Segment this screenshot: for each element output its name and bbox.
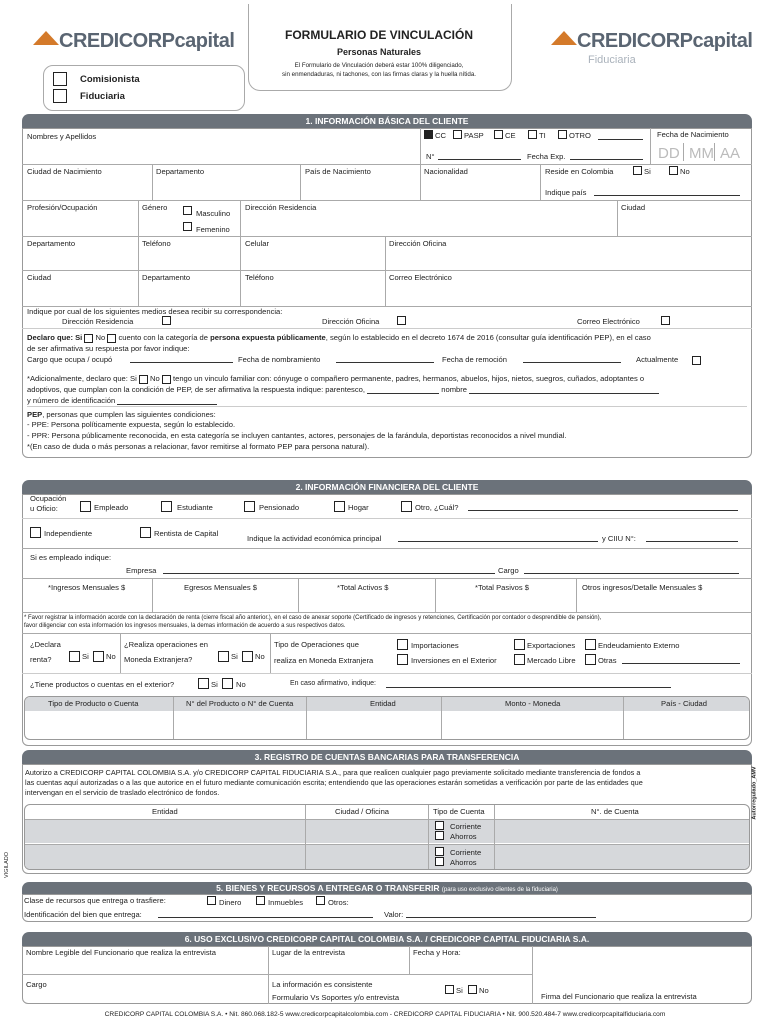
ciudad-res-label: Ciudad [621, 203, 646, 212]
adicional-line-3 [27, 396, 217, 405]
exportaciones-checkbox[interactable] [514, 639, 525, 650]
section-6-header: 6. USO EXCLUSIVO CREDICORP CAPITAL COLOMBIA S.A. / CREDICORP CAPITAL FIDUCIARIA S.A. [22, 932, 752, 946]
pep-def-2: - PPE: Persona políticamente expuesta, según lo establecido. [27, 420, 236, 429]
section-1-panel [22, 128, 752, 458]
corr-mail-checkbox[interactable] [661, 316, 670, 325]
num-field[interactable] [438, 151, 521, 160]
ciiu-field[interactable] [646, 533, 738, 542]
femenino-label: Femenino [196, 225, 230, 234]
corr-res-checkbox[interactable] [162, 316, 171, 325]
info-si-checkbox[interactable] [445, 985, 454, 994]
logo-right-light: capital [692, 30, 753, 52]
pais-nac-label: País de Nacimiento [305, 167, 371, 176]
col-monto: Monto - Moneda [505, 699, 561, 708]
info-consistente-2: Formulario Vs Soportes y/o entrevista [272, 993, 400, 1002]
identificacion-bien-field[interactable] [158, 909, 373, 918]
ahorros-2-label: Ahorros [450, 858, 477, 867]
nombre-pep-field[interactable] [469, 385, 659, 394]
adicional-parentesco-label: adoptivos, que cumplan con la condición de PEP, de ser afirmativa la respuesta indique: parentesco, [27, 385, 365, 394]
logo-triangle-icon [551, 31, 577, 45]
afirmativo-label: En caso afirmativo, indique: [290, 680, 376, 687]
inmuebles-label: Inmuebles [268, 898, 304, 907]
otro-checkbox[interactable] [401, 501, 412, 512]
parentesco-field[interactable] [367, 385, 439, 394]
pep-remocion-field[interactable] [523, 354, 621, 363]
pensionado-label: Pensionado [259, 503, 300, 512]
doc-otro-checkbox[interactable] [558, 130, 567, 139]
col-s3-numero: N°. de Cuenta [591, 807, 639, 816]
otras-op-checkbox[interactable] [585, 654, 596, 665]
corriente-2-checkbox[interactable] [435, 847, 444, 856]
pep-line-2: de ser afirmativa su respuesta por favor indique: [27, 344, 190, 353]
dir-ofi-label: Dirección Oficina [389, 239, 447, 248]
pep-cargo-field[interactable] [130, 354, 233, 363]
otro-field[interactable] [468, 502, 738, 511]
otros-bienes-label: Otros: [328, 898, 349, 907]
endeudamiento-label: Endeudamiento Externo [598, 641, 680, 650]
logo-left-bold: CREDICORP [59, 30, 175, 52]
declara-renta-label-2: renta? [30, 655, 52, 664]
identificacion-pep-field[interactable] [117, 396, 217, 405]
page-subtitle: Personas Naturales [336, 47, 422, 57]
cargo-empleado-label: Cargo [498, 566, 519, 575]
valor-field[interactable] [406, 909, 596, 918]
reside-no-checkbox[interactable] [669, 166, 678, 175]
actividad-field[interactable] [398, 533, 598, 542]
section-3-header: 3. REGISTRO DE CUENTAS BANCARIAS PARA TRANSFERENCIA [22, 750, 752, 764]
empleado-checkbox[interactable] [80, 501, 91, 512]
mm-field[interactable]: MM [689, 145, 714, 162]
renta-no-checkbox[interactable] [93, 651, 104, 662]
adicional-si-checkbox[interactable] [139, 375, 148, 384]
pep-text-2: , según lo establecido en el decreto 1674 de 2016 (consultar guía identificación PEP), en el caso [325, 333, 651, 342]
productos-ext-label: ¿Tiene productos o cuentas en el exterior? [30, 680, 175, 689]
header-note-2: sin enmendaduras, ni tachones, con las firmas claras y la huella nítida. [282, 71, 476, 78]
corr-ofi-checkbox[interactable] [397, 316, 406, 325]
dir-res-label: Dirección Residencia [245, 203, 317, 212]
independiente-label: Independiente [44, 529, 93, 538]
pep-remocion-label: Fecha de remoción [442, 355, 508, 364]
celular-label: Celular [245, 239, 270, 248]
dinero-label: Dinero [219, 898, 242, 907]
entity-box [43, 65, 245, 111]
depto-ofi-label: Departamento [142, 273, 191, 282]
tipo-op-label-2: realiza en Moneda Extranjera [274, 656, 374, 665]
header-note-1: El Formulario de Vinculación deberá estar 100% diligenciado, [294, 62, 464, 69]
side-label-right: Autorregulado_AMV [751, 766, 758, 820]
nombre-funcionario-label: Nombre Legible del Funcionario que realiza la entrevista [26, 948, 216, 957]
activos-label: *Total Activos $ [337, 583, 389, 592]
corriente-2-label: Corriente [450, 848, 482, 857]
pep-no-label: No [95, 333, 106, 342]
info-consistente-1: La información es consistente [272, 980, 373, 989]
renta-si-checkbox[interactable] [69, 651, 80, 662]
nombres-label: Nombres y Apellidos [27, 132, 97, 141]
egresos-label: Egresos Mensuales $ [184, 583, 258, 592]
moneda-no-checkbox[interactable] [242, 651, 253, 662]
masculino-label: Masculino [196, 209, 231, 218]
otros-bienes-checkbox[interactable] [316, 896, 325, 905]
productos-si-checkbox[interactable] [198, 678, 209, 689]
doc-pasp-label: PASP [464, 131, 484, 140]
s3-text-1: Autorizo a CREDICORP CAPITAL COLOMBIA S.A. y/o CREDICORP CAPITAL FIDUCIARIA S.A., para que realicen cualquier pago previamente solicitado mediante transferencia de fondos a [25, 768, 641, 777]
ocupacion-label-1: Ocupación [30, 494, 67, 503]
otras-op-label: Otras [598, 656, 617, 665]
afirmativo-field[interactable] [386, 679, 671, 688]
inversiones-checkbox[interactable] [397, 654, 408, 665]
correo-label: Correo Electrónico [389, 273, 452, 282]
info-no-checkbox[interactable] [468, 985, 477, 994]
empresa-field[interactable] [163, 565, 495, 574]
telefono-label: Teléfono [142, 239, 171, 248]
masculino-checkbox[interactable] [183, 206, 192, 215]
si-empleado-label: Si es empleado indique: [30, 553, 112, 562]
corr-mail-label: Correo Electrónico [577, 317, 640, 326]
reside-si-label: Si [644, 167, 651, 176]
adicional-line-1 [27, 374, 644, 384]
corriente-1-checkbox[interactable] [435, 821, 444, 830]
genero-label: Género [142, 203, 168, 212]
fecha-nac-label: Fecha de Nacimiento [657, 130, 729, 139]
ingresos-label: *Ingresos Mensuales $ [48, 583, 126, 592]
section-5-note: (para uso exclusivo clientes de la fiduciaria) [441, 887, 558, 893]
pep-nombramiento-label: Fecha de nombramiento [238, 355, 321, 364]
comisionista-label: Comisionista [80, 74, 140, 85]
logo-left [33, 30, 234, 53]
productos-no-checkbox[interactable] [222, 678, 233, 689]
adicional-line-2 [27, 385, 659, 394]
moneda-ext-label-2: Moneda Extranjera? [124, 655, 193, 664]
col-pais: País - Ciudad [661, 699, 708, 708]
fecha-exp-field[interactable] [570, 151, 643, 160]
moneda-ext-label-1: ¿Realiza operaciones en [124, 640, 209, 649]
ahorros-2-checkbox[interactable] [435, 857, 444, 866]
pep-nombramiento-field[interactable] [336, 354, 434, 363]
logo-right-sub: Fiduciaria [588, 54, 636, 66]
independiente-checkbox[interactable] [30, 527, 41, 538]
moneda-no-label: No [255, 652, 265, 661]
doc-ti-checkbox[interactable] [528, 130, 537, 139]
pep-actualmente-label: Actualmente [636, 355, 679, 364]
nota-financiera-1: * Favor registrar la información acorde con la declaración de renta (cierre fiscal año anterior.), en el caso de anexar soporte (Certificado de ingresos y retenciones, Certificación por contador o desprendible de pensión), [24, 615, 602, 621]
doc-pasp-checkbox[interactable] [453, 130, 462, 139]
corr-res-label: Dirección Residencia [62, 317, 134, 326]
otras-op-field[interactable] [622, 655, 740, 664]
pep-declaro-label: Declaro que: Si [27, 333, 83, 342]
pensionado-checkbox[interactable] [244, 501, 255, 512]
pep-no-checkbox[interactable] [107, 334, 116, 343]
comisionista-checkbox[interactable] [53, 72, 67, 86]
productos-si-label: Si [211, 680, 218, 689]
doc-ce-label: CE [505, 131, 516, 140]
importaciones-label: Importaciones [411, 641, 459, 650]
doc-ti-label: TI [539, 131, 546, 140]
col-s3-tipo: Tipo de Cuenta [433, 807, 485, 816]
rentista-checkbox[interactable] [140, 527, 151, 538]
ciudad-ofi-label: Ciudad [27, 273, 52, 282]
reside-si-checkbox[interactable] [633, 166, 642, 175]
fecha-hora-label: Fecha y Hora: [413, 948, 461, 957]
doc-cc-checkbox[interactable] [424, 130, 433, 139]
adicional-identificacion-label: y número de identificación [27, 396, 116, 405]
logo-left-light: capital [174, 30, 235, 52]
ciiu-label: y CIIU N°: [602, 534, 636, 543]
cuentas-row-1-bg [25, 819, 749, 843]
ocupacion-label-2: u Oficio: [30, 504, 58, 513]
inmuebles-checkbox[interactable] [256, 896, 265, 905]
nota-financiera-2: favor diligenciar con esta información los ingresos mensuales, la demas información de acuerdo a sus respectivos datos. [24, 623, 346, 629]
hogar-checkbox[interactable] [334, 501, 345, 512]
estudiante-checkbox[interactable] [161, 501, 172, 512]
pep-def-text: , personas que cumplen las siguientes condiciones: [42, 410, 216, 419]
importaciones-checkbox[interactable] [397, 639, 408, 650]
adicional-nombre-label: nombre [441, 385, 467, 394]
col-tipo-producto: Tipo de Producto o Cuenta [48, 699, 139, 708]
col-s3-entidad: Entidad [152, 807, 178, 816]
logo-right [551, 30, 752, 53]
empresa-label: Empresa [126, 566, 157, 575]
depto-label: Departamento [156, 167, 205, 176]
logo-triangle-icon [33, 31, 59, 45]
pep-text-bold: persona expuesta públicamente [210, 333, 326, 342]
section-5-title: 5. BIENES Y RECURSOS A ENTREGAR O TRANSFERIR [216, 883, 440, 893]
pasivos-label: *Total Pasivos $ [475, 583, 530, 592]
adicional-text-2: tengo un vinculo familiar con: cónyuge o compañero permanente, padres, hermanos, abuelos, hijos, nietos, suegros, cuñados, adoptantes o [172, 374, 645, 383]
s3-text-3: intervengan en el servicio de traslado electrónico de fondos. [25, 788, 220, 797]
ahorros-1-label: Ahorros [450, 832, 477, 841]
pep-def-3: - PPR: Persona públicamente reconocida, en esta categoría se incluyen cantantes, actores, personajes de la farándula, deportistas reconocidos a nivel mundial. [27, 431, 567, 440]
footer-text: CREDICORP CAPITAL COLOMBIA S.A. • Nit. 860.068.182-5 www.credicorpcapitalcolombia.com - CREDICORP CAPITAL FIDUCIARIA • Nit. 900.520.484-7 www.credicorpcapitalfiduciaria.com [104, 1011, 666, 1018]
col-entidad: Entidad [370, 699, 396, 708]
adicional-no-checkbox[interactable] [162, 375, 171, 384]
valor-label: Valor: [384, 910, 404, 919]
info-si-label: Si [456, 986, 463, 995]
dinero-checkbox[interactable] [207, 896, 216, 905]
femenino-checkbox[interactable] [183, 222, 192, 231]
otro-label: Otro, ¿Cuál? [415, 503, 459, 512]
adicional-no-label: No [150, 374, 160, 383]
cargo-empleado-field[interactable] [524, 565, 739, 574]
pep-line-1 [27, 333, 651, 343]
section-1-header: 1. INFORMACIÓN BÁSICA DEL CLIENTE [22, 114, 752, 128]
s3-text-2: las cuentas aquí autorizadas o a las que autorice en el futuro mediante comunicación escrita; entendiendo que las operaciones estarán sometidas a verificación por parte de las entidades que [25, 778, 643, 787]
firma-funcionario-label: Firma del Funcionario que realiza la entrevista [541, 992, 697, 1001]
fiduciaria-label: Fiduciaria [80, 91, 125, 102]
endeudamiento-checkbox[interactable] [585, 639, 596, 650]
cargo-funcionario-label: Cargo [26, 980, 47, 989]
productos-no-label: No [236, 680, 246, 689]
pep-cargo-label: Cargo que ocupa / ocupó [27, 355, 113, 364]
renta-no-label: No [106, 652, 116, 661]
num-label: N° [426, 152, 435, 161]
moneda-si-label: Si [231, 652, 238, 661]
doc-ce-checkbox[interactable] [494, 130, 503, 139]
corr-ofi-label: Dirección Oficina [322, 317, 380, 326]
ciudad-nac-label: Ciudad de Nacimiento [27, 167, 102, 176]
tipo-op-label-1: Tipo de Operaciones que [274, 640, 359, 649]
empleado-label: Empleado [94, 503, 129, 512]
pep-def-4: *(En caso de duda o más personas a relacionar, favor remitirse al formato PEP para persona natural). [27, 442, 370, 451]
hogar-label: Hogar [348, 503, 369, 512]
declara-renta-label-1: ¿Declara [30, 640, 61, 649]
identificacion-bien-label: Identificación del bien que entrega: [24, 910, 142, 919]
indique-pais-label: Indique país [545, 188, 587, 197]
estudiante-label: Estudiante [177, 503, 213, 512]
section-5-header [22, 882, 752, 894]
ahorros-1-checkbox[interactable] [435, 831, 444, 840]
fecha-exp-label: Fecha Exp. [527, 152, 566, 161]
nacionalidad-label: Nacionalidad [424, 167, 468, 176]
rentista-label: Rentista de Capital [154, 529, 219, 538]
lugar-entrevista-label: Lugar de la entrevista [272, 948, 346, 957]
renta-si-label: Si [82, 652, 89, 661]
mercado-libre-checkbox[interactable] [514, 654, 525, 665]
clase-recursos-label: Clase de recursos que entrega o trasfiere: [24, 896, 166, 905]
depto-res-label: Departamento [27, 239, 76, 248]
reside-no-label: No [680, 167, 690, 176]
page-title: FORMULARIO DE VINCULACIÓN [285, 28, 473, 42]
section-2-header: 2. INFORMACIÓN FINANCIERA DEL CLIENTE [22, 480, 752, 494]
dd-field[interactable]: DD [658, 145, 680, 162]
profesion-label: Profesión/Ocupación [27, 203, 98, 212]
exportaciones-label: Exportaciones [527, 641, 576, 650]
doc-otro-line[interactable] [598, 131, 643, 140]
telefono-ofi-label: Teléfono [245, 273, 274, 282]
col-s3-ciudad: Ciudad / Oficina [335, 807, 390, 816]
corresp-label: Indique por cual de los siguientes medios desea recibir su correspondencia: [27, 307, 283, 316]
aa-field[interactable]: AA [720, 145, 741, 162]
adicional-text-1: *Adicionalmente, declaro que: Si [27, 374, 137, 383]
indique-pais-field[interactable] [594, 187, 740, 196]
doc-cc-label: CC [435, 131, 446, 140]
corriente-1-label: Corriente [450, 822, 482, 831]
col-num-producto: N° del Producto o N° de Cuenta [186, 699, 294, 708]
inversiones-label: Inversiones en el Exterior [411, 656, 497, 665]
pep-def-1 [27, 410, 216, 419]
moneda-si-checkbox[interactable] [218, 651, 229, 662]
doc-otro-label: OTRO [569, 131, 591, 140]
mercado-libre-label: Mercado Libre [527, 656, 576, 665]
side-label-left: VIGILADO [3, 852, 10, 878]
cuentas-row-2-bg [25, 845, 749, 869]
pep-text-1: cuento con la categoría de [118, 333, 211, 342]
pep-def-bold: PEP [27, 410, 43, 419]
pep-si-checkbox[interactable] [84, 334, 93, 343]
pep-actualmente-checkbox[interactable] [692, 356, 701, 365]
otros-ingresos-label: Otros ingresos/Detalle Mensuales $ [582, 583, 703, 592]
logo-right-bold: CREDICORP [577, 30, 693, 52]
reside-label: Reside en Colombia [545, 167, 614, 176]
fiduciaria-checkbox[interactable] [53, 89, 67, 103]
actividad-label: Indique la actividad económica principal [247, 534, 382, 543]
info-no-label: No [479, 986, 489, 995]
